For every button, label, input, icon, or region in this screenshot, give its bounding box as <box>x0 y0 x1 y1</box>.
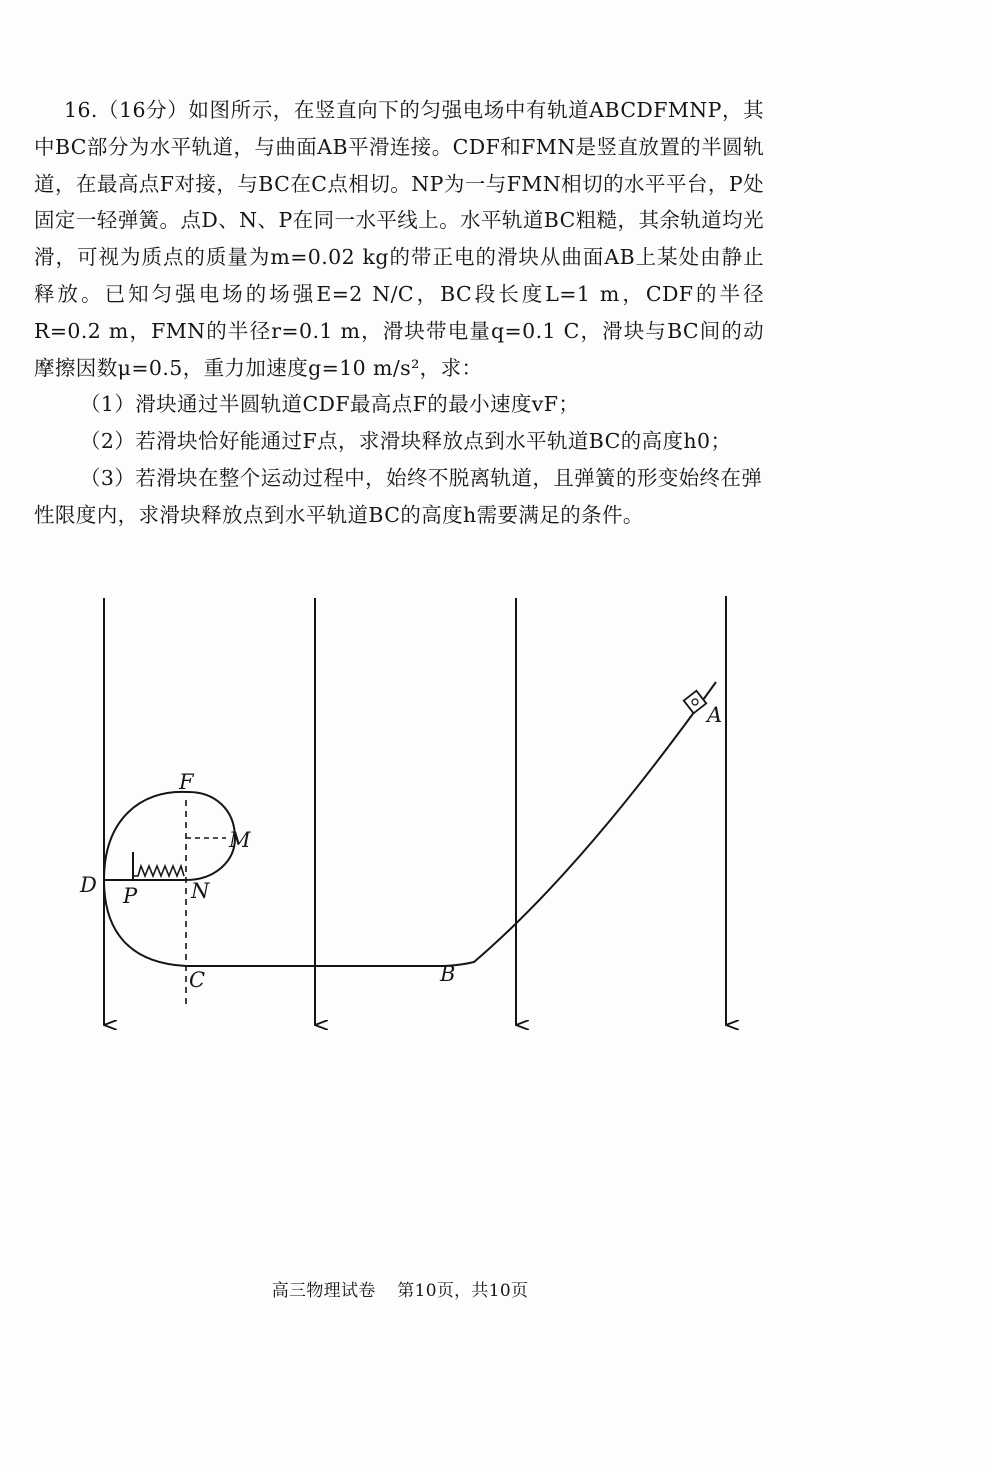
label-b: B <box>440 962 456 986</box>
label-c: C <box>189 968 206 992</box>
label-m: M <box>229 828 251 852</box>
track-diagram <box>0 580 800 1050</box>
question-2: （2）若滑块恰好能通过F点，求滑块释放点到水平轨道BC的高度h0； <box>80 429 732 454</box>
slider-block <box>684 691 706 713</box>
label-a: A <box>707 703 723 727</box>
spring <box>133 866 184 876</box>
question-1: （1）滑块通过半圆轨道CDF最高点F的最小速度vF； <box>80 392 580 417</box>
problem-stem-text: 如图所示，在竖直向下的匀强电场中有轨道ABCDFMNP，其中BC部分为水平轨道，与曲面AB平滑连接。CDF和FMN是竖直放置的半圆轨道，在最高点F对接，与BC在C点相切。NP为一与FMN相切的水平平台，P处固定一轻弹簧。点D、N、P在同一水平线上。水平轨道BC粗糙，其余轨道均光滑，可视为质点的质量为m=0.02 kg的带正电的滑块从曲面AB上某处由静止释放。已知匀强电场的场强E=2 N/C，BC段长度L=1 m，CDF的半径R=0.2 m，FMN的半径r=0.1 m，滑块带电量q=0.1 C，滑块与BC间的动摩擦因数μ=0.5，重力加速度g=10 m/s²，求： <box>34 98 764 380</box>
page-footer <box>0 1276 800 1301</box>
question-3: （3）若滑块在整个运动过程中，始终不脱离轨道，且弹簧的形变始终在弹性限度内，求滑块释放点到水平轨道BC的高度h需要满足的条件。 <box>34 465 763 527</box>
label-d: D <box>80 873 97 897</box>
problem-number: 16.（16分） <box>64 98 189 122</box>
curve-ab <box>445 682 716 966</box>
problem-stem <box>34 92 764 386</box>
label-f: F <box>179 770 194 794</box>
footer-page: 第10页，共10页 <box>397 1281 529 1301</box>
footer-subject: 高三物理试卷 <box>271 1281 376 1301</box>
problem-16 <box>34 92 764 534</box>
semicircle-fmn <box>186 792 235 880</box>
label-n: N <box>191 879 210 903</box>
semicircle-cdf <box>104 792 186 966</box>
label-p: P <box>123 884 138 908</box>
